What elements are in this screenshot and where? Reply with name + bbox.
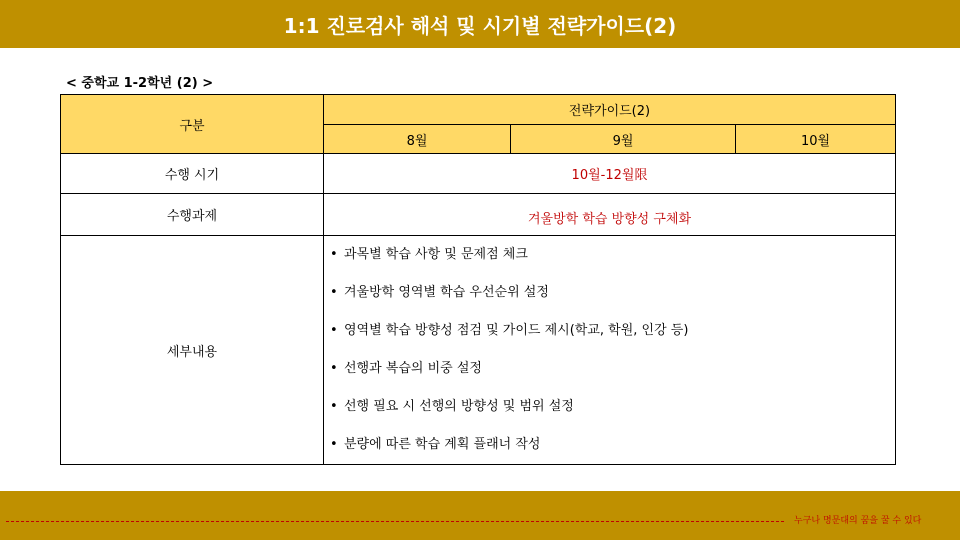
header-month-sep: 9월: [511, 125, 736, 154]
strategy-table: [60, 94, 896, 465]
list-item-text: 선행 필요 시 선행의 방향성 및 범위 설정: [344, 399, 574, 414]
row-label-task: 수행과제: [61, 194, 324, 236]
page-title: 1:1 진로검사 해석 및 시기별 전략가이드(2): [283, 13, 677, 38]
list-item-text: 영역별 학습 방향성 점검 및 가이드 제시(학교, 학원, 인강 등): [344, 323, 689, 338]
bullet-icon: •: [330, 437, 338, 452]
list-item: [330, 388, 895, 426]
list-item: [330, 274, 895, 312]
title-bar: [0, 0, 960, 48]
row-label-timing: 수행 시기: [61, 154, 324, 194]
list-item: [330, 312, 895, 350]
list-item-text: 과목별 학습 사항 및 문제점 체크: [344, 247, 528, 262]
footer-slogan: 누구나 명문대의 꿈을 꿀 수 있다: [794, 516, 922, 526]
header-month-oct: 10월: [736, 125, 896, 154]
header-category: 구분: [61, 95, 324, 154]
bullet-icon: •: [330, 323, 338, 338]
list-item: [330, 236, 895, 274]
list-item-text: 분량에 따른 학습 계획 플래너 작성: [344, 437, 541, 452]
bullet-icon: •: [330, 285, 338, 300]
header-strategy-guide: 전략가이드(2): [324, 95, 896, 125]
row-value-details: [324, 236, 896, 465]
footer-divider: [6, 521, 784, 522]
list-item: [330, 350, 895, 388]
details-list: [324, 236, 895, 464]
bullet-icon: •: [330, 399, 338, 414]
row-value-timing: 10월-12월限: [324, 154, 896, 194]
section-subtitle: < 중학교 1-2학년 (2) >: [66, 76, 214, 91]
list-item-text: 겨울방학 영역별 학습 우선순위 설정: [344, 285, 549, 300]
bullet-icon: •: [330, 361, 338, 376]
header-month-aug: 8월: [324, 125, 511, 154]
row-label-details: 세부내용: [61, 236, 324, 465]
list-item-text: 선행과 복습의 비중 설정: [344, 361, 482, 376]
bullet-icon: •: [330, 247, 338, 262]
row-value-task: 겨울방학 학습 방향성 구체화: [324, 194, 896, 236]
list-item: [330, 426, 895, 464]
